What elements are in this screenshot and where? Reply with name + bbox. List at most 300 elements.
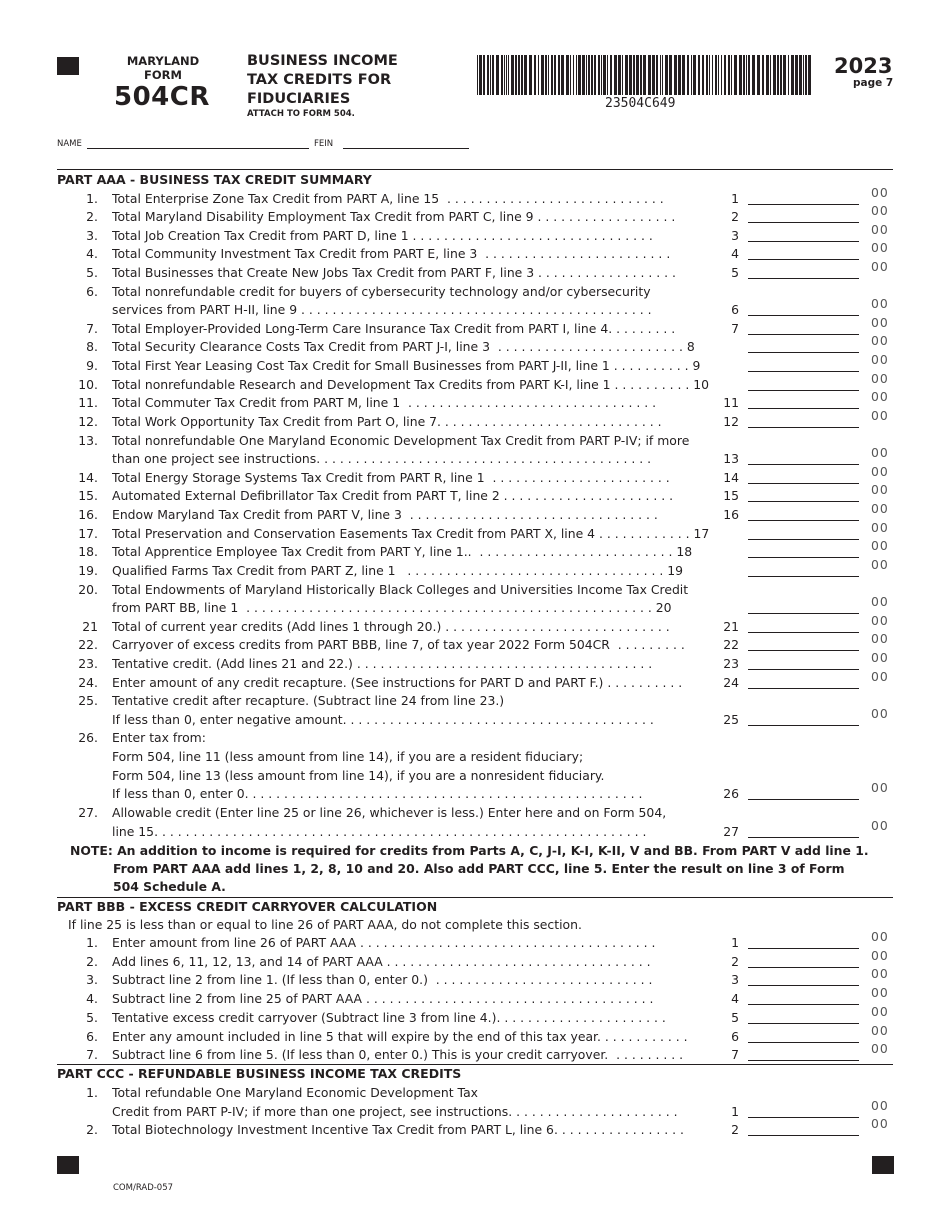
- line-number: 22.: [78, 637, 98, 653]
- line-reference: 27: [723, 823, 739, 839]
- barcode-bar: [706, 55, 708, 95]
- barcode-bar: [718, 55, 719, 95]
- line-number: 3.: [86, 972, 98, 988]
- amount-field[interactable]: [748, 967, 859, 968]
- line-description: Qualified Farms Tax Credit from PART Z, line 1 . . . . . . . . . . . . . . . . . . . . . . . . . . . . . . . . . 19: [112, 562, 684, 578]
- line-description: Total Maryland Disability Employment Tax Credit from PART C, line 9 . . . . . . . . . . . . . . . . . .: [112, 209, 676, 225]
- line-number: 6.: [86, 1028, 98, 1044]
- barcode-bar: [715, 55, 717, 95]
- amount-field[interactable]: [748, 669, 859, 670]
- cents-value: 00: [871, 650, 889, 665]
- barcode-bar: [762, 55, 764, 95]
- barcode-bar: [496, 55, 499, 95]
- barcode-bar: [566, 55, 569, 95]
- form-line: [0, 650, 950, 674]
- amount-field[interactable]: [748, 315, 859, 316]
- barcode-bar: [506, 55, 507, 95]
- amount-field[interactable]: [748, 204, 859, 205]
- form-line: [0, 314, 950, 339]
- line-description: from PART BB, line 1 . . . . . . . . . . . . . . . . . . . . . . . . . . . . . . . . . . . . . . . . . . . . . . . . . . . . 20: [112, 600, 672, 616]
- line-number: 16.: [78, 507, 98, 523]
- amount-field[interactable]: [748, 576, 859, 577]
- amount-field[interactable]: [748, 1042, 859, 1043]
- form-code: COM/RAD-057: [113, 1183, 174, 1193]
- barcode-bar: [588, 55, 590, 95]
- cents-value: 00: [871, 352, 889, 368]
- amount-field[interactable]: [748, 799, 859, 800]
- line-number: 15.: [78, 488, 98, 504]
- barcode-bar: [548, 55, 549, 95]
- barcode-bar: [591, 55, 593, 95]
- line-number: 4.: [86, 991, 98, 1007]
- barcode-bar: [652, 55, 655, 95]
- line-description: Tentative credit. (Add lines 21 and 22.) . . . . . . . . . . . . . . . . . . . . . . . . . . . . . . . . . . . . . .: [112, 656, 653, 671]
- barcode-bar: [633, 55, 635, 95]
- name-label: NAME: [57, 139, 82, 149]
- line-number: 14.: [78, 469, 98, 485]
- form-line: [0, 352, 950, 376]
- line-description: Total Businesses that Create New Jobs Tax Credit from PART F, line 3 . . . . . . . . . . . . . . . . . .: [112, 264, 676, 280]
- barcode-bar: [518, 55, 520, 95]
- barcode-bar: [492, 55, 494, 95]
- line-number: 10.: [78, 376, 98, 392]
- fein-field[interactable]: [343, 148, 469, 149]
- line-reference: 7: [731, 1047, 739, 1063]
- form-line: [0, 389, 950, 413]
- barcode-bar: [712, 55, 713, 95]
- form-line: [0, 407, 950, 432]
- line-description: If less than 0, enter 0. . . . . . . . . . . . . . . . . . . . . . . . . . . . . . . . . . . . . . . . . . . . . . . . . . .: [112, 786, 643, 802]
- amount-field[interactable]: [748, 520, 859, 521]
- section-divider: [57, 897, 893, 898]
- cents-value: 00: [871, 817, 889, 833]
- amount-field[interactable]: [748, 1135, 859, 1136]
- cents-value: 00: [871, 947, 889, 963]
- cents-value: 00: [871, 1003, 889, 1019]
- line-description: Enter amount from line 26 of PART AAA . . . . . . . . . . . . . . . . . . . . . . . . . . . . . . . . . . . . . .: [112, 935, 656, 950]
- barcode-bar: [662, 55, 663, 95]
- barcode-bar: [746, 55, 747, 95]
- fein-label: FEIN: [314, 139, 334, 149]
- line-description: Total Enterprise Zone Tax Credit from PART A, line 15 . . . . . . . . . . . . . . . . . . . . . . . . . . . .: [112, 190, 664, 206]
- form-line: [0, 668, 950, 693]
- note-line-3: 504 Schedule A.: [113, 879, 226, 894]
- line-number: 6.: [86, 283, 98, 299]
- barcode-bar: [791, 55, 794, 95]
- barcode-bar: [799, 55, 802, 95]
- barcode-bar: [665, 55, 668, 95]
- barcode-bar: [805, 55, 807, 95]
- amount-field[interactable]: [748, 1023, 859, 1024]
- line-reference: 14: [723, 469, 739, 485]
- form-line: [0, 767, 950, 786]
- line-description: Tentative excess credit carryover (Subtract line 3 from line 4.). . . . . . . . . . . . . . . . . . . . . .: [112, 1009, 666, 1025]
- form-line: [0, 1022, 950, 1047]
- amount-field[interactable]: [748, 632, 859, 633]
- barcode-bar: [598, 55, 600, 95]
- barcode-bar: [538, 55, 539, 95]
- barcode-bar: [757, 55, 760, 95]
- barcode-bar: [483, 55, 485, 95]
- barcode-bar: [678, 55, 681, 95]
- barcode-bar: [780, 55, 782, 95]
- cents-value: 00: [871, 538, 889, 554]
- amount-field[interactable]: [748, 483, 859, 484]
- line-reference: 6: [731, 1028, 739, 1044]
- line-reference: 26: [723, 786, 739, 802]
- line-description: Tentative credit after recapture. (Subtract line 24 from line 23.): [112, 693, 505, 709]
- barcode-bar: [721, 55, 722, 95]
- line-reference: 13: [723, 451, 739, 467]
- line-description: line 15. . . . . . . . . . . . . . . . . . . . . . . . . . . . . . . . . . . . . . . . . . . . . . . . . . . . . . . . . . . . . . .: [112, 823, 647, 839]
- barcode-bar: [610, 55, 612, 95]
- line-reference: 1: [731, 1103, 739, 1119]
- cents-value: 00: [871, 668, 889, 684]
- amount-field[interactable]: [748, 408, 859, 409]
- amount-field[interactable]: [748, 501, 859, 502]
- cents-value: 00: [871, 482, 889, 498]
- form-line: [0, 370, 950, 395]
- form-line: [0, 817, 950, 842]
- barcode-bar: [582, 55, 585, 95]
- part-aaa-heading: PART AAA - BUSINESS TAX CREDIT SUMMARY: [57, 172, 372, 187]
- barcode-bar: [607, 55, 608, 95]
- form-line: [0, 985, 950, 1009]
- form-number: 504CR: [114, 82, 210, 112]
- amount-field[interactable]: [748, 427, 859, 428]
- cents-value: 00: [871, 594, 889, 610]
- form-label: FORM: [144, 68, 182, 82]
- barcode-bar: [487, 55, 489, 95]
- barcode-bar: [702, 55, 704, 95]
- barcode-bar: [698, 55, 700, 95]
- line-number: 25.: [78, 693, 98, 709]
- cents-value: 00: [871, 985, 889, 1001]
- barcode-bar: [682, 55, 685, 95]
- state-name: MARYLAND: [126, 54, 200, 68]
- form-line: [0, 432, 950, 451]
- barcode-bar: [743, 55, 745, 95]
- amount-field[interactable]: [748, 948, 859, 949]
- line-reference: 1: [731, 190, 739, 206]
- barcode-bar: [766, 55, 769, 95]
- barcode-bar: [660, 55, 661, 95]
- form-line: [0, 501, 950, 525]
- line-description: Total Endowments of Maryland Historically Black Colleges and Universities Income Tax Credit: [112, 581, 689, 597]
- form-line: [0, 519, 950, 544]
- line-number: 8.: [86, 339, 98, 355]
- barcode-bar: [603, 55, 606, 95]
- line-number: 26.: [78, 730, 98, 746]
- barcode-bar: [709, 55, 710, 95]
- barcode-bar: [622, 55, 623, 95]
- page-number: page 7: [853, 77, 894, 89]
- amount-field[interactable]: [748, 688, 859, 689]
- amount-field[interactable]: [748, 259, 859, 260]
- line-number: 12.: [78, 413, 98, 429]
- form-line: [0, 1003, 950, 1028]
- amount-field[interactable]: [748, 390, 859, 391]
- form-line: [0, 692, 950, 711]
- barcode-bar: [521, 55, 523, 95]
- barcode-bar: [724, 55, 726, 95]
- line-number: 3.: [86, 227, 98, 243]
- cents-value: 00: [871, 463, 889, 479]
- cents-value: 00: [871, 1022, 889, 1038]
- tax-year: 2023: [834, 54, 893, 78]
- barcode-bar: [508, 55, 509, 95]
- line-description: Subtract line 6 from line 5. (If less than 0, enter 0.) This is your credit carryover. . . . . . . . . .: [112, 1047, 684, 1063]
- form-line: [0, 556, 950, 581]
- line-number: 11.: [78, 395, 98, 411]
- barcode-bar: [614, 55, 617, 95]
- form-line: [0, 1084, 950, 1103]
- barcode-bar: [770, 55, 771, 95]
- barcode-bar: [777, 55, 779, 95]
- barcode-bar: [554, 55, 556, 95]
- barcode-bar: [524, 55, 527, 95]
- amount-field[interactable]: [748, 352, 859, 353]
- line-number: 4.: [86, 246, 98, 262]
- form-line: [0, 804, 950, 823]
- cents-value: 00: [871, 445, 889, 461]
- amount-field[interactable]: [748, 371, 859, 372]
- barcode-bar: [803, 55, 804, 95]
- barcode-bar: [477, 55, 478, 95]
- form-line: [0, 748, 950, 767]
- line-number: 1.: [86, 935, 98, 950]
- title-line-2: TAX CREDITS FOR: [247, 72, 392, 88]
- barcode-bar: [728, 55, 730, 95]
- barcode-bar: [558, 55, 560, 95]
- line-description: Total Work Opportunity Tax Credit from Part O, line 7. . . . . . . . . . . . . . . . . . . . . . . . . . . . .: [112, 413, 662, 429]
- line-number: 2.: [86, 1122, 98, 1138]
- cents-value: 00: [871, 705, 889, 721]
- line-description: than one project see instructions. . . . . . . . . . . . . . . . . . . . . . . . . . . . . . . . . . . . . . . . . . .: [112, 451, 652, 467]
- barcode-bar: [808, 55, 811, 95]
- form-line: [0, 482, 950, 506]
- cents-value: 00: [871, 1097, 889, 1113]
- cents-value: 00: [871, 966, 889, 982]
- amount-field[interactable]: [748, 837, 859, 838]
- line-description: Automated External Defibrillator Tax Credit from PART T, line 2 . . . . . . . . . . . . . . . . . . . . . .: [112, 488, 674, 504]
- barcode-bar: [693, 55, 696, 95]
- cents-value: 00: [871, 780, 889, 796]
- line-number: 1.: [86, 1085, 98, 1100]
- line-description: Add lines 6, 11, 12, 13, and 14 of PART AAA . . . . . . . . . . . . . . . . . . . . . . . . . . . . . . . . . .: [112, 953, 651, 969]
- line-description: Total nonrefundable One Maryland Economic Development Tax Credit from PART P-IV; if more: [112, 432, 690, 448]
- form-line: [0, 221, 950, 246]
- line-description: Credit from PART P-IV; if more than one project, see instructions. . . . . . . . . . . . . . . . . . . . . .: [112, 1103, 678, 1119]
- barcode-bar: [783, 55, 786, 95]
- form-line: [0, 184, 950, 209]
- amount-field[interactable]: [748, 334, 859, 335]
- amount-field[interactable]: [748, 278, 859, 279]
- line-reference: 6: [731, 302, 739, 318]
- barcode-bar: [636, 55, 639, 95]
- line-description: Total of current year credits (Add lines 1 through 20.) . . . . . . . . . . . . . . . . . . . . . . . . . . . . .: [112, 618, 670, 634]
- barcode-bar: [576, 55, 577, 95]
- form-line: [0, 780, 950, 804]
- cents-value: 00: [871, 184, 889, 200]
- form-line: [0, 947, 950, 972]
- amount-field[interactable]: [748, 222, 859, 223]
- line-description: Total Biotechnology Investment Incentive Tax Credit from PART L, line 6. . . . . . . . . . . . . . . . .: [112, 1122, 684, 1138]
- line-number: 21: [82, 618, 98, 634]
- barcode-bar: [731, 55, 732, 95]
- cents-value: 00: [871, 612, 889, 628]
- barcode-bar: [674, 55, 677, 95]
- line-reference: 1: [731, 935, 739, 950]
- form-line: [0, 966, 950, 990]
- amount-field[interactable]: [748, 1004, 859, 1005]
- form-state-label: [113, 54, 213, 82]
- cents-value: 00: [871, 333, 889, 349]
- amount-field[interactable]: [748, 241, 859, 242]
- form-line: [0, 258, 950, 283]
- barcode-bar: [570, 55, 571, 95]
- cents-value: 00: [871, 314, 889, 330]
- line-number: 9.: [86, 358, 98, 374]
- cents-value: 00: [871, 370, 889, 386]
- registration-mark-top-left: [57, 57, 79, 75]
- amount-field[interactable]: [748, 613, 859, 614]
- form-title: [247, 52, 398, 119]
- barcode-bar: [687, 55, 689, 95]
- section-divider: [57, 169, 893, 170]
- form-line: [0, 594, 950, 618]
- cents-value: 00: [871, 203, 889, 219]
- part-ccc-heading: PART CCC - REFUNDABLE BUSINESS INCOME TAX CREDITS: [57, 1066, 462, 1081]
- line-reference: 16: [723, 507, 739, 523]
- cents-value: 00: [871, 296, 889, 312]
- amount-field[interactable]: [748, 985, 859, 986]
- form-line: [0, 296, 950, 320]
- line-reference: 24: [723, 674, 739, 690]
- line-reference: 2: [731, 209, 739, 225]
- line-description: Total First Year Leasing Cost Tax Credit for Small Businesses from PART J-II, line 1 . . . . . . . . . . 9: [112, 358, 701, 374]
- line-reference: 15: [723, 488, 739, 504]
- name-field[interactable]: [87, 148, 309, 149]
- line-description: Enter any amount included in line 5 that will expire by the end of this tax year. . . . . . . . . . . .: [112, 1028, 688, 1044]
- line-number: 19.: [78, 562, 98, 578]
- barcode-bar: [739, 55, 742, 95]
- line-reference: 2: [731, 953, 739, 969]
- form-line: [0, 203, 950, 227]
- line-description: Total Commuter Tax Credit from PART M, line 1 . . . . . . . . . . . . . . . . . . . . . . . . . . . . . . . .: [112, 395, 657, 411]
- barcode-bar: [648, 55, 651, 95]
- line-description: Total nonrefundable Research and Development Tax Credits from PART K-I, line 1 . . . . . . . . . . 10: [112, 376, 710, 392]
- barcode-bar: [734, 55, 737, 95]
- line-number: 1.: [86, 190, 98, 206]
- form-line: [0, 333, 950, 357]
- amount-field[interactable]: [748, 650, 859, 651]
- line-description: Total Employer-Provided Long-Term Care Insurance Tax Credit from PART I, line 4. . . . . . . . .: [112, 320, 676, 336]
- line-description: Total nonrefundable credit for buyers of cybersecurity technology and/or cybersecurity: [112, 283, 651, 299]
- line-description: Total Job Creation Tax Credit from PART D, line 1 . . . . . . . . . . . . . . . . . . . . . . . . . . . . . . .: [112, 227, 653, 243]
- form-line: [0, 612, 950, 637]
- line-reference: 4: [731, 991, 739, 1007]
- barcode-bar: [601, 55, 602, 95]
- cents-value: 00: [871, 1041, 889, 1057]
- line-description: Total Energy Storage Systems Tax Credit from PART R, line 1 . . . . . . . . . . . . . . . . . . . . . . .: [112, 469, 670, 485]
- line-number: 20.: [78, 581, 98, 597]
- form-line: [0, 445, 950, 469]
- line-reference: 7: [731, 320, 739, 336]
- note-line-1: NOTE: An addition to income is required for credits from Parts A, C, J-I, K-I, K-II, V and BB. From PART V add line 1.: [70, 843, 869, 858]
- amount-field[interactable]: [748, 539, 859, 540]
- line-reference: 4: [731, 246, 739, 262]
- cents-value: 00: [871, 556, 889, 572]
- barcode-bar: [625, 55, 628, 95]
- line-number: 7.: [86, 320, 98, 336]
- barcode-bar: [490, 55, 491, 95]
- line-number: 5.: [86, 264, 98, 280]
- amount-field[interactable]: [748, 725, 859, 726]
- amount-field[interactable]: [748, 464, 859, 465]
- part-bbb-heading: PART BBB - EXCESS CREDIT CARRYOVER CALCULATION: [57, 899, 438, 914]
- barcode-bar: [773, 55, 776, 95]
- cents-value: 00: [871, 1116, 889, 1132]
- form-line: [0, 929, 950, 953]
- line-description: services from PART H-II, line 9 . . . . . . . . . . . . . . . . . . . . . . . . . . . . . . . . . . . . . . . . . . . . .: [112, 302, 652, 318]
- line-reference: 21: [723, 618, 739, 634]
- amount-field[interactable]: [748, 1060, 859, 1061]
- barcode-bar: [561, 55, 564, 95]
- cents-value: 00: [871, 389, 889, 405]
- form-line: [0, 538, 950, 562]
- cents-value: 00: [871, 519, 889, 535]
- line-description: Total refundable One Maryland Economic Development Tax: [112, 1085, 478, 1100]
- cents-value: 00: [871, 258, 889, 274]
- line-reference: 11: [723, 395, 739, 411]
- line-description: Total Security Clearance Costs Tax Credit from PART J-I, line 3 . . . . . . . . . . . . . . . . . . . . . . . . 8: [112, 339, 695, 355]
- line-number: 2.: [86, 209, 98, 225]
- form-line: [0, 729, 950, 748]
- form-line: [0, 581, 950, 600]
- form-line: [0, 240, 950, 264]
- barcode-bar: [691, 55, 692, 95]
- barcode: [476, 55, 812, 95]
- barcode-bar: [752, 55, 755, 95]
- line-reference: 23: [723, 656, 739, 671]
- barcode-bar: [586, 55, 587, 95]
- line-number: 2.: [86, 953, 98, 969]
- line-description: Enter tax from:: [112, 730, 206, 746]
- line-description: Form 504, line 13 (less amount from line 14), if you are a nonresident fiduciary.: [112, 767, 605, 783]
- cents-value: 00: [871, 240, 889, 256]
- line-reference: 3: [731, 227, 739, 243]
- amount-field[interactable]: [748, 557, 859, 558]
- section-divider: [57, 1064, 893, 1065]
- form-line: [0, 705, 950, 730]
- line-description: If less than 0, enter negative amount. . . . . . . . . . . . . . . . . . . . . . . . . . . . . . . . . . . . . . . .: [112, 711, 654, 727]
- barcode-bar: [795, 55, 798, 95]
- form-line: [0, 631, 950, 655]
- line-description: Total Apprentice Employee Tax Credit from PART Y, line 1.. . . . . . . . . . . . . . . . . . . . . . . . . . 18: [112, 544, 693, 560]
- barcode-bar: [504, 55, 505, 95]
- registration-mark-bottom-left: [57, 1156, 79, 1174]
- barcode-bar: [541, 55, 544, 95]
- amount-field[interactable]: [748, 1117, 859, 1118]
- registration-mark-bottom-right: [872, 1156, 894, 1174]
- line-reference: 3: [731, 972, 739, 988]
- attach-note: ATTACH TO FORM 504.: [247, 109, 355, 119]
- barcode-bar: [501, 55, 503, 95]
- barcode-bar: [511, 55, 514, 95]
- barcode-bar: [515, 55, 517, 95]
- barcode-bar: [748, 55, 750, 95]
